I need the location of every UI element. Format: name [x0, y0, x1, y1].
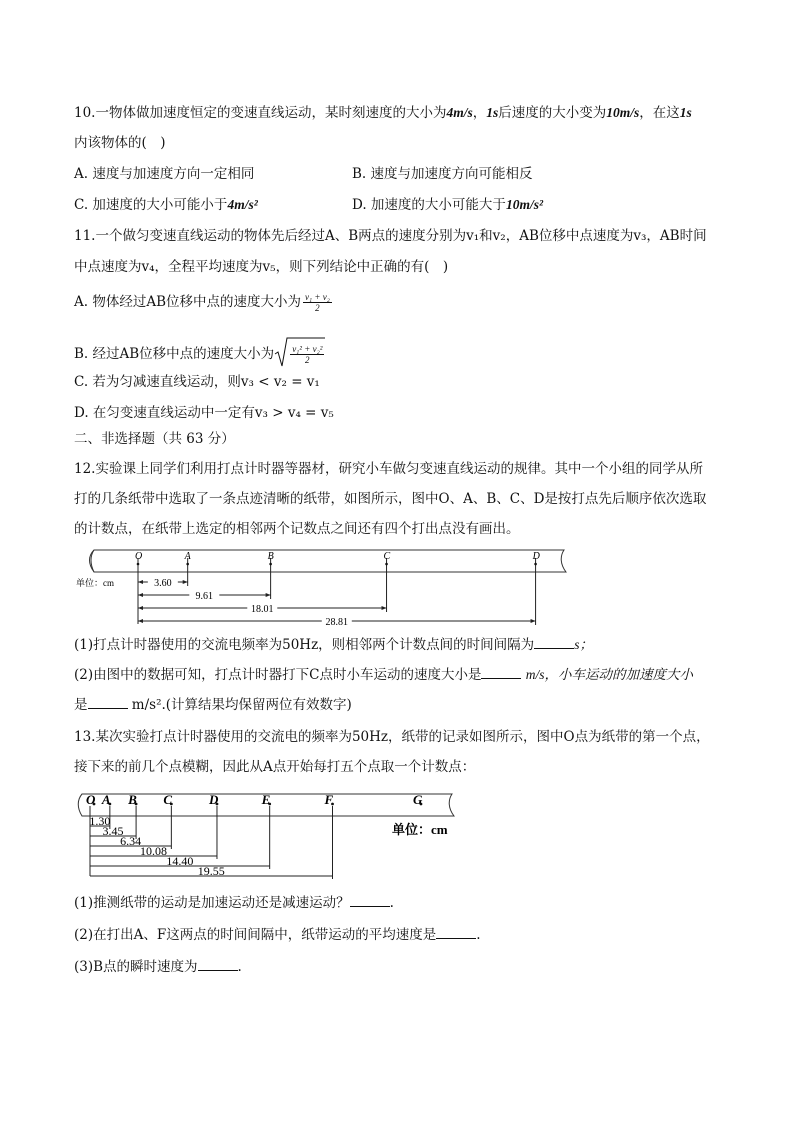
q11-option-b-text: B. 经过AB位移中点的速度大小为 — [74, 346, 275, 362]
q12-line1: 12.实验课上同学们利用打点计时器等器材，研究小车做匀变速直线运动的规律。其中一个小组的同学从所 — [74, 461, 703, 477]
fraction-numerator: v₁ + v₂ — [305, 292, 330, 302]
q12-part1-text: (1)打点计时器使用的交流电频率为50Hz，则相邻两个计数点间的时间间隔为 — [74, 637, 535, 653]
distance-label: 3.60 — [154, 578, 172, 589]
distance-label: 6.34 — [120, 834, 142, 848]
fraction-denominator: 2 — [315, 303, 320, 313]
point-label: C — [383, 551, 391, 562]
q10-text-b: ， — [472, 105, 487, 121]
arrow-head — [266, 593, 271, 597]
q10-option-a: A. 速度与加速度方向一定相同 — [74, 166, 255, 182]
q10-text-c: 后速度的大小变为 — [498, 105, 607, 121]
q12-part2b-text: 是 — [74, 697, 88, 713]
arrow-head — [531, 619, 536, 623]
period: . — [389, 895, 394, 911]
point-label: O — [135, 551, 143, 562]
q12-paper-tape-figure — [74, 546, 574, 632]
q10-line1 — [74, 104, 692, 122]
tape-dimensions — [89, 806, 332, 879]
unit-label: 单位：cm — [76, 578, 114, 588]
point-label: A — [184, 551, 191, 562]
arrow-head — [138, 580, 143, 584]
arrow-head — [138, 606, 143, 610]
distance-label: 19.55 — [197, 864, 225, 878]
tape-dot — [186, 563, 189, 566]
distance-label: 14.40 — [166, 854, 194, 868]
q13-part2 — [74, 926, 481, 944]
q11-option-d: D. 在匀变速直线运动中一定有v₃ > v₄ = v₅ — [74, 405, 334, 421]
q11-option-b-fraction — [290, 344, 324, 365]
point-label: C — [163, 792, 173, 807]
q12-part2 — [74, 666, 693, 684]
tape-dimensions — [138, 572, 536, 628]
point-label: B — [128, 792, 137, 807]
point-label: A — [101, 792, 111, 807]
q13-line2: 接下来的前几个点模糊，因此从A点开始每打五个点取一个计数点： — [74, 759, 476, 775]
arrow-head — [138, 593, 143, 597]
q10-option-d-math: 10m/s² — [505, 197, 543, 212]
q13-part1-text: (1)推测纸带的运动是加速运动还是减速运动？ — [74, 895, 350, 911]
q13-paper-tape-figure — [74, 788, 464, 880]
q10-option-b: B. 速度与加速度方向可能相反 — [352, 166, 533, 182]
distance-label: 9.61 — [195, 591, 214, 602]
answer-blank[interactable] — [481, 666, 521, 679]
q10-math-1s-b: 1s — [679, 105, 692, 120]
answer-blank[interactable] — [534, 636, 574, 649]
q10-math-4ms: 4m/s — [446, 105, 473, 120]
q10-math-1s: 1s — [486, 105, 499, 120]
q12-part2b-unit: m/s².(计算结果均保留两位有效数字) — [131, 697, 352, 713]
tape-dot — [137, 563, 140, 566]
point-label: B — [267, 551, 274, 562]
q10-option-c-math: 4m/s² — [227, 197, 258, 212]
answer-blank[interactable] — [436, 926, 476, 939]
tape-dot — [385, 563, 388, 566]
q11-line1: 11.一个做匀变速直线运动的物体先后经过A、B两点的速度分别为v₁和v₂，AB位移中点速度为v₃，AB时间 — [74, 228, 707, 244]
q11-line2: 中点速度为v₄，全程平均速度为v₅，则下列结论中正确的有( ) — [74, 259, 449, 275]
q11-option-a-text: A. 物体经过AB位移中点的速度大小为 — [74, 294, 302, 310]
unit-label: 单位：cm — [392, 822, 448, 837]
distance-label: 3.45 — [102, 824, 124, 838]
distance-label: 28.81 — [325, 617, 349, 628]
tape-dot — [269, 563, 272, 566]
q12-part2-text: (2)由图中的数据可知，打点计时器打下C点时小车运动的速度大小是 — [74, 667, 482, 683]
q10-option-d — [352, 196, 543, 214]
q10-option-c — [74, 196, 258, 214]
q12-part2b — [74, 696, 352, 714]
q10-math-10ms: 10m/s — [606, 105, 640, 120]
point-label: O — [86, 792, 96, 807]
answer-blank[interactable] — [88, 696, 128, 709]
q10-option-d-text: D. 加速度的大小可能大于 — [352, 197, 506, 213]
period: . — [476, 927, 481, 943]
distance-label: 18.01 — [251, 604, 274, 615]
arrow-head — [138, 619, 143, 623]
q11-option-a — [74, 292, 332, 313]
point-label: E — [261, 792, 271, 807]
q11-option-c: C. 若为匀减速直线运动，则v₃ < v₂ = v₁ — [74, 374, 320, 390]
q13-part3 — [74, 958, 242, 976]
arrow-head — [183, 580, 188, 584]
tape-outline — [91, 550, 566, 572]
q11-option-b — [74, 336, 324, 373]
tape-left-edge — [90, 550, 95, 572]
q10-line2: 内该物体的( ) — [74, 135, 166, 151]
section-heading: 二、非选择题（共 63 分） — [74, 431, 235, 447]
q12-line2: 打的几条纸带中选取了一条点迹清晰的纸带，如图所示，图中O、A、B、C、D是按打点先后顺序依次选取 — [74, 491, 707, 507]
q12-part1 — [74, 636, 593, 654]
arrow-head — [382, 606, 387, 610]
q11-option-a-fraction — [303, 292, 332, 313]
answer-blank[interactable] — [198, 958, 238, 971]
fraction-numerator: v₁² + v₂² — [292, 344, 323, 354]
point-label: G — [412, 792, 423, 807]
answer-blank[interactable] — [350, 894, 390, 907]
period: . — [237, 959, 242, 975]
q12-part2-unit: m/s，小车运动的加速度大小 — [525, 667, 694, 682]
distance-label: 10.08 — [139, 844, 167, 858]
tape-points — [135, 551, 541, 572]
point-label: F — [324, 792, 334, 807]
q13-part3-text: (3)B点的瞬时速度为 — [74, 959, 198, 975]
q13-line1: 13.某次实验打点计时器使用的交流电的频率为50Hz，纸带的记录如图所示，图中O点为纸带的第一个点， — [74, 729, 710, 745]
tape-dot — [534, 563, 537, 566]
point-label: D — [208, 792, 219, 807]
q13-part2-text: (2)在打出A、F这两点的时间间隔中，纸带运动的平均速度是 — [74, 927, 437, 943]
q10-option-c-text: C. 加速度的大小可能小于 — [74, 197, 228, 213]
q13-part1 — [74, 894, 394, 912]
q10-text-a: 10.一物体做加速度恒定的变速直线运动，某时刻速度的大小为 — [74, 105, 447, 121]
fraction-denominator: 2 — [305, 355, 310, 365]
point-label: D — [532, 551, 540, 562]
q12-line3: 的计数点，在纸带上选定的相邻两个记数点之间还有四个打出点没有画出。 — [74, 521, 520, 537]
distance-label: 1.30 — [89, 814, 111, 828]
q10-text-d: ，在这 — [639, 105, 680, 121]
q12-part1-unit: s； — [574, 637, 593, 652]
